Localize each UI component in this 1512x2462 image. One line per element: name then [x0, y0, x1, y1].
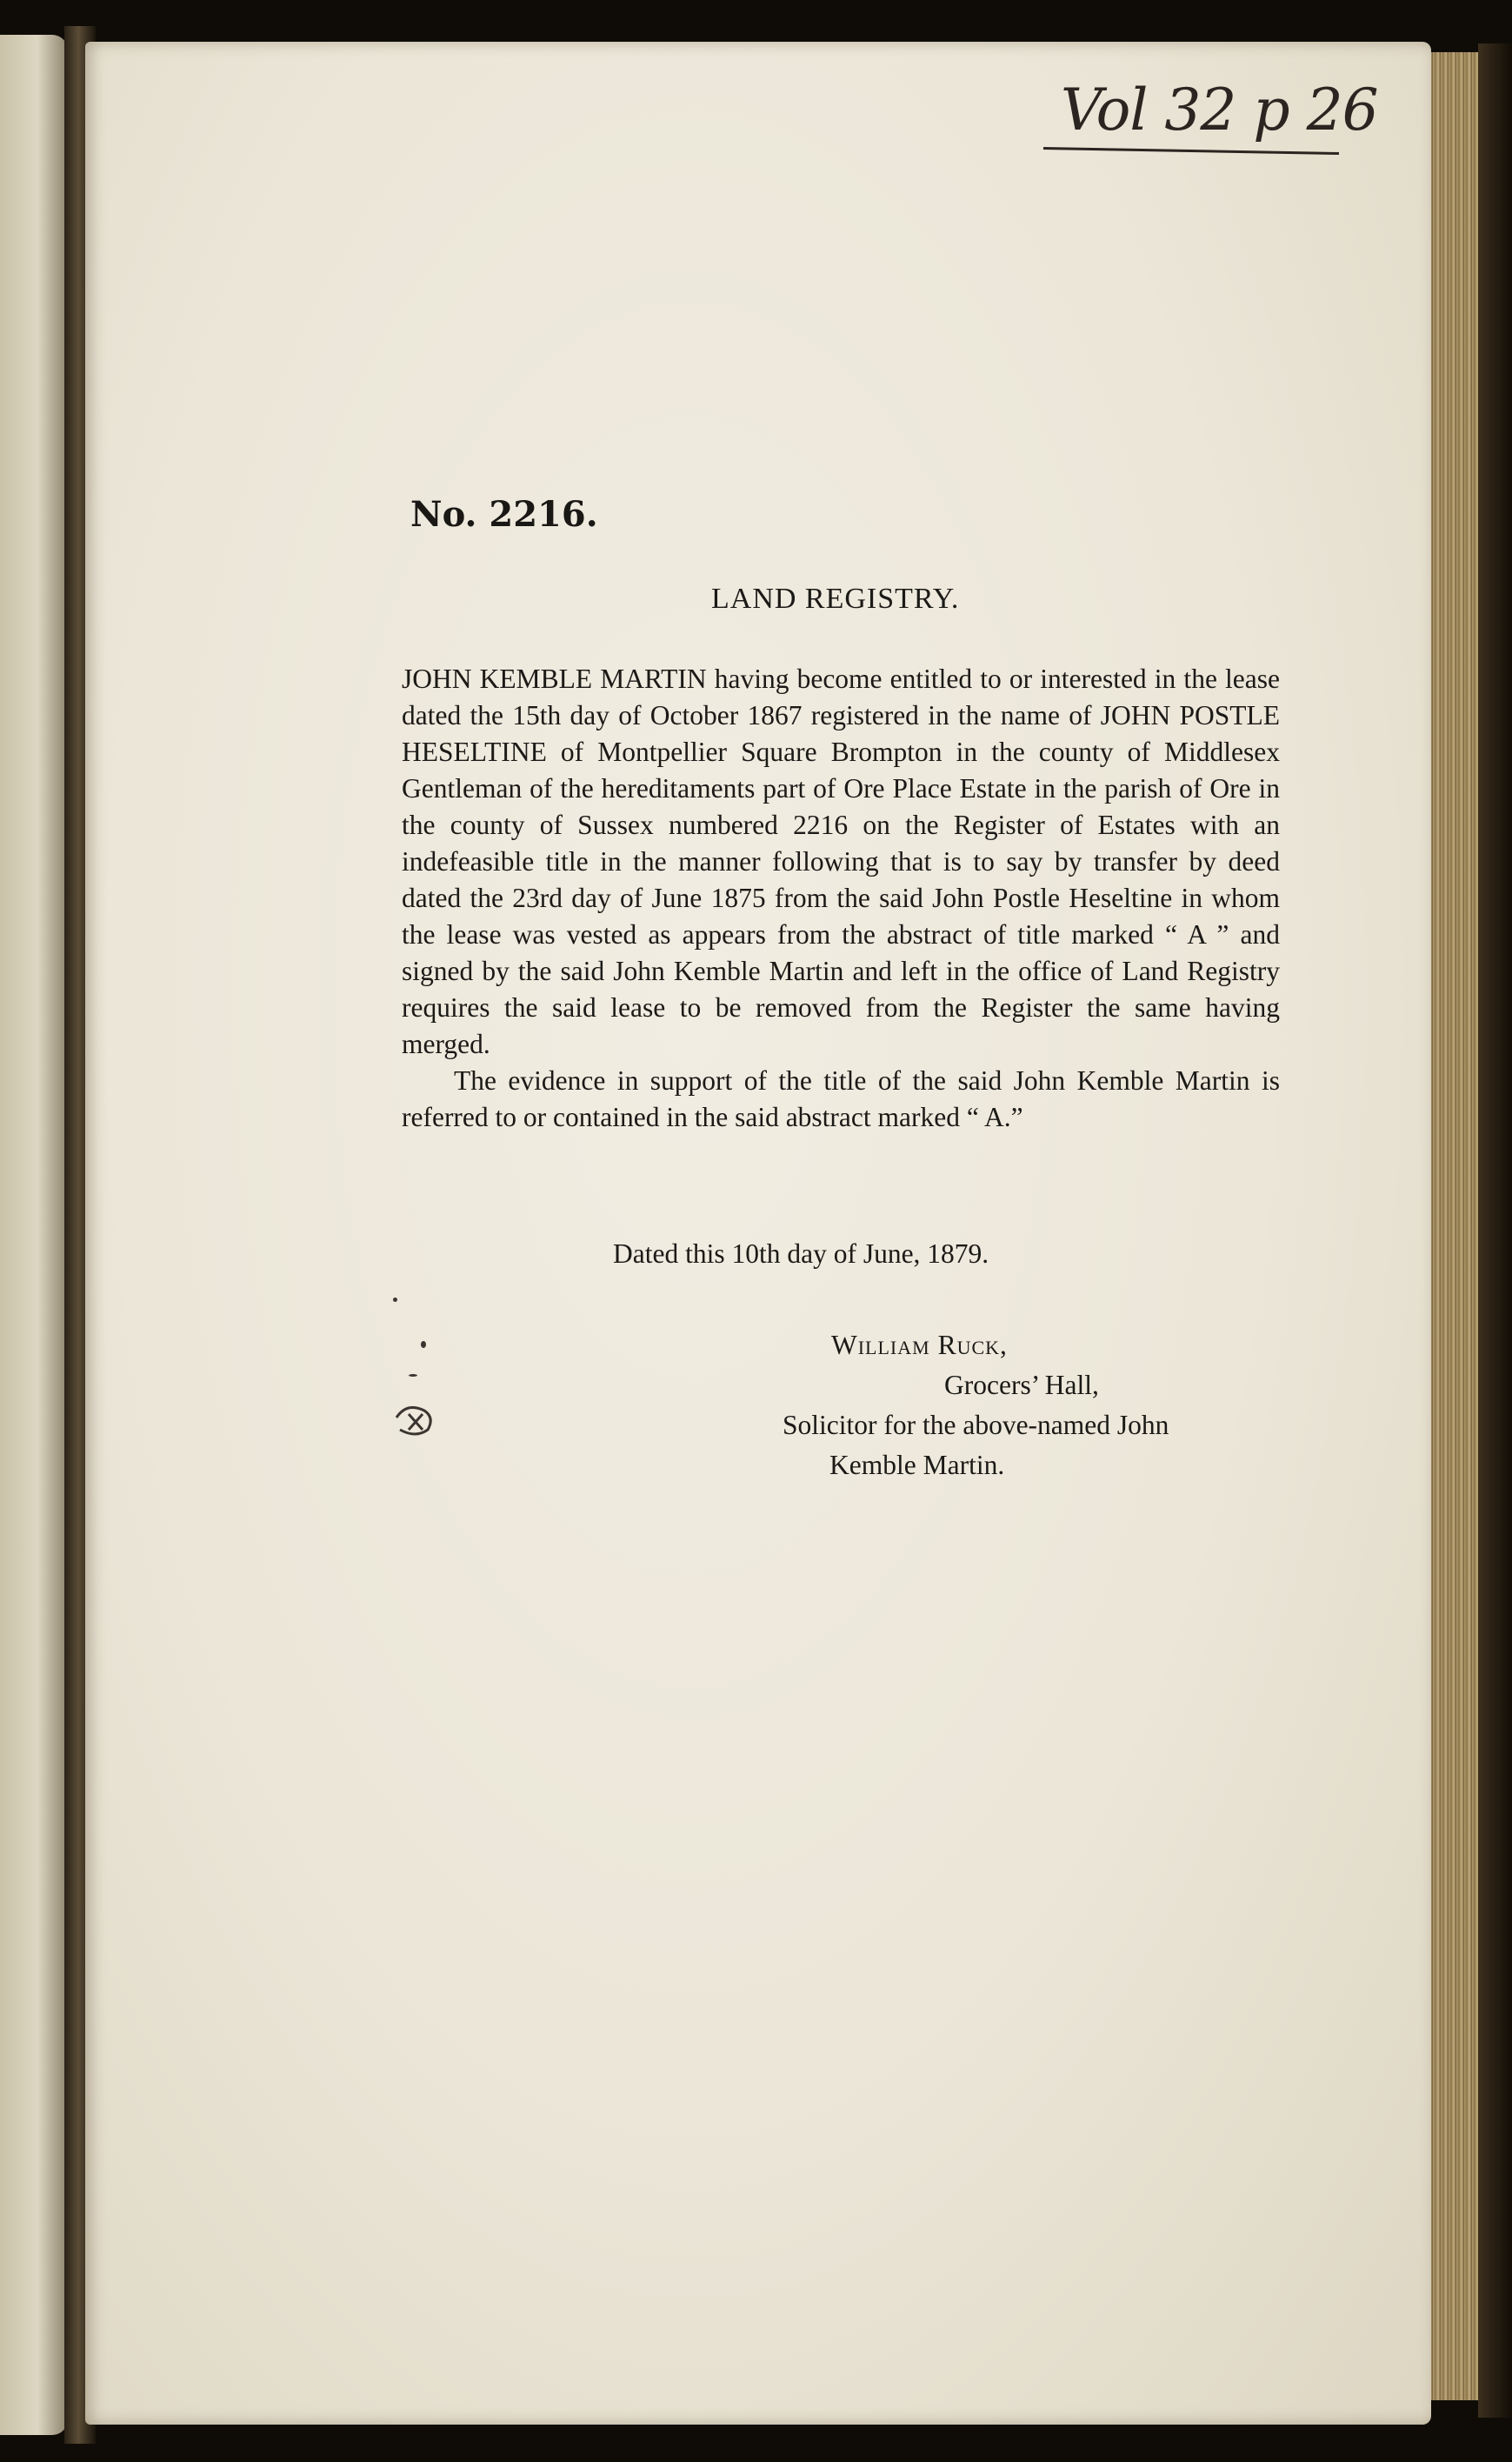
book-cover-edge [1478, 43, 1512, 2418]
volume-reference-text: Vol 32 p 26 [1061, 77, 1378, 143]
solicitor-role: Solicitor for the above-named John [783, 1410, 1169, 1440]
body-paragraph-2: The evidence in support of the title of the said John Kemble Martin is referred to or contained in the said abstract marked “ A.” [402, 1065, 1280, 1132]
signature-block [783, 1325, 1278, 1485]
document-page [85, 42, 1431, 2425]
dated-line: Dated this 10th day of June, 1879. [613, 1238, 989, 1269]
client-name: Kemble Martin. [829, 1450, 1005, 1480]
pencil-speck [393, 1298, 397, 1302]
solicitor-name: William Ruck, [831, 1330, 1008, 1360]
pencil-cross-mark-icon [390, 1391, 459, 1444]
pencil-speck [421, 1341, 426, 1348]
handwritten-volume-reference [1043, 70, 1378, 165]
document-title: LAND REGISTRY. [711, 583, 960, 615]
solicitor-address: Grocers’ Hall, [944, 1370, 1099, 1400]
body-paragraph-1: JOHN KEMBLE MARTIN having become entitled to or interested in the lease dated the 15th day of October 1867 registered in the name of JOHN POSTLE HESELTINE of Montpellier Square Brompton in the county of Middlesex Gentleman of the hereditaments part of Ore Place Estate in the parish of Ore in the county of Sussex numbered 2216 on the Register of Estates with an indefeasible title in the manner following that is to say by transfer by deed dated the 23rd day of June 1875 from the said John Postle Heseltine in whom the lease was vested as appears from the abstract of title marked “ A ” and signed by the said John Kemble Martin and left in the office of Land Registry requires the said lease to be removed from the Register the same having merged. [402, 664, 1280, 1059]
pencil-speck [409, 1374, 417, 1377]
underline-stroke [1043, 147, 1339, 155]
facing-page-edge [0, 35, 68, 2435]
document-body [402, 661, 1280, 1136]
document-number: No. 2216. [410, 494, 598, 535]
